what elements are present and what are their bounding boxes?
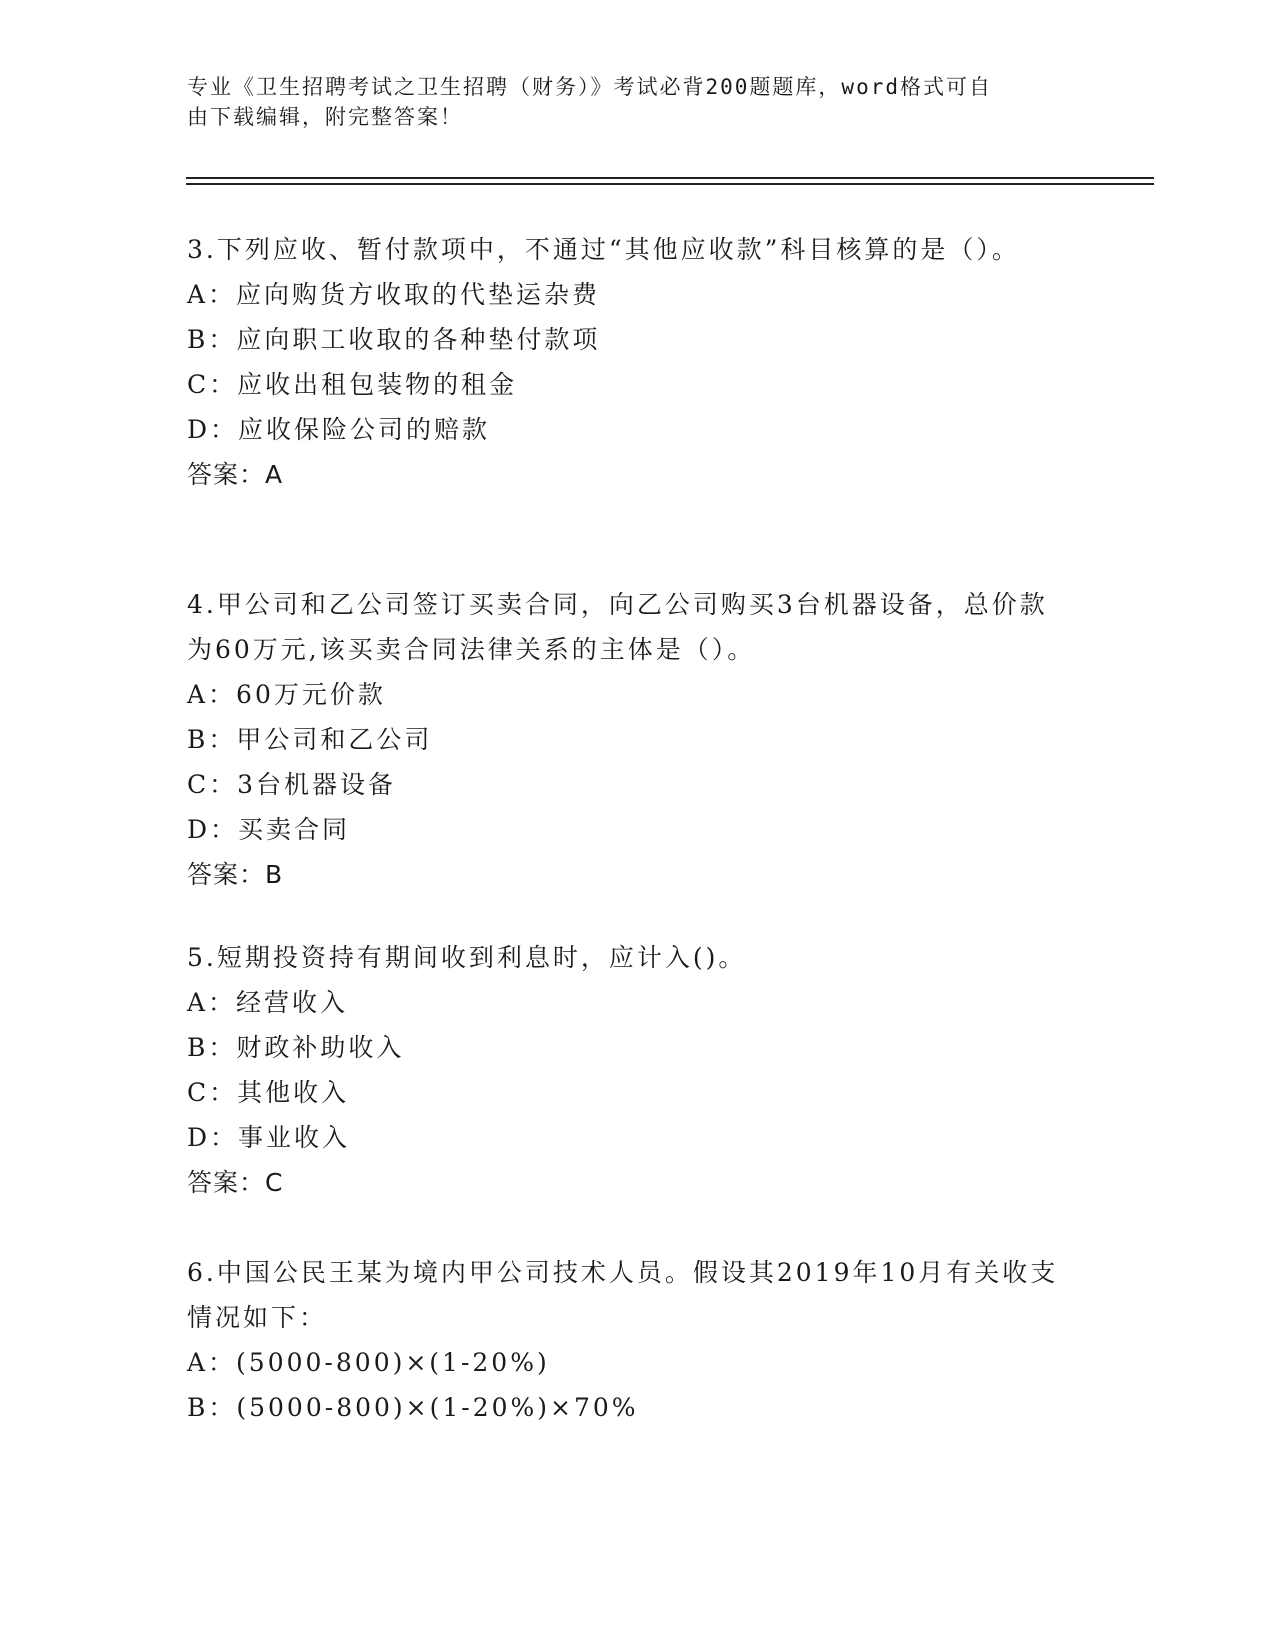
- question-3: [187, 227, 1067, 497]
- option-d: D：应收保险公司的赔款: [187, 415, 491, 444]
- option-c: C：其他收入: [187, 1078, 350, 1107]
- header-line-2: 由下载编辑，附完整答案！: [187, 105, 463, 129]
- option-c: C：应收出租包装物的租金: [187, 370, 518, 399]
- document-header: [187, 72, 1067, 132]
- question-5: [187, 935, 1067, 1205]
- option-a: A：应向购货方收取的代垫运杂费: [187, 280, 601, 309]
- header-divider-bottom: [186, 183, 1154, 185]
- header-line-1: 专业《卫生招聘考试之卫生招聘（财务）》考试必背200题题库，word格式可自: [187, 75, 992, 99]
- question-6: [187, 1250, 1067, 1430]
- option-d: D：事业收入: [187, 1123, 351, 1152]
- option-a: A：60万元价款: [187, 680, 386, 709]
- option-a: A：(5000-800)×(1-20%): [187, 1348, 550, 1377]
- answer-line: 答案：C: [187, 1168, 284, 1197]
- option-c: C：3台机器设备: [187, 770, 397, 799]
- question-text: 5.短期投资持有期间收到利息时，应计入()。: [187, 943, 747, 972]
- option-d: D：买卖合同: [187, 815, 351, 844]
- option-b: B：甲公司和乙公司: [187, 725, 433, 754]
- question-4: [187, 582, 1067, 897]
- option-b: B：财政补助收入: [187, 1033, 405, 1062]
- question-text: 6.中国公民王某为境内甲公司技术人员。假设其2019年10月有关收支情况如下：: [187, 1258, 1059, 1332]
- answer-line: 答案：B: [187, 860, 284, 889]
- question-text: 4.甲公司和乙公司签订买卖合同，向乙公司购买3台机器设备，总价款为60万元,该买卖合同法律关系的主体是（）。: [187, 590, 1048, 664]
- option-a: A：经营收入: [187, 988, 349, 1017]
- option-b: B：应向职工收取的各种垫付款项: [187, 325, 601, 354]
- answer-line: 答案：A: [187, 460, 284, 489]
- header-divider-top: [186, 177, 1154, 179]
- option-b: B：(5000-800)×(1-20%)×70%: [187, 1393, 639, 1422]
- question-text: 3.下列应收、暂付款项中，不通过“其他应收款”科目核算的是（）。: [187, 235, 1020, 264]
